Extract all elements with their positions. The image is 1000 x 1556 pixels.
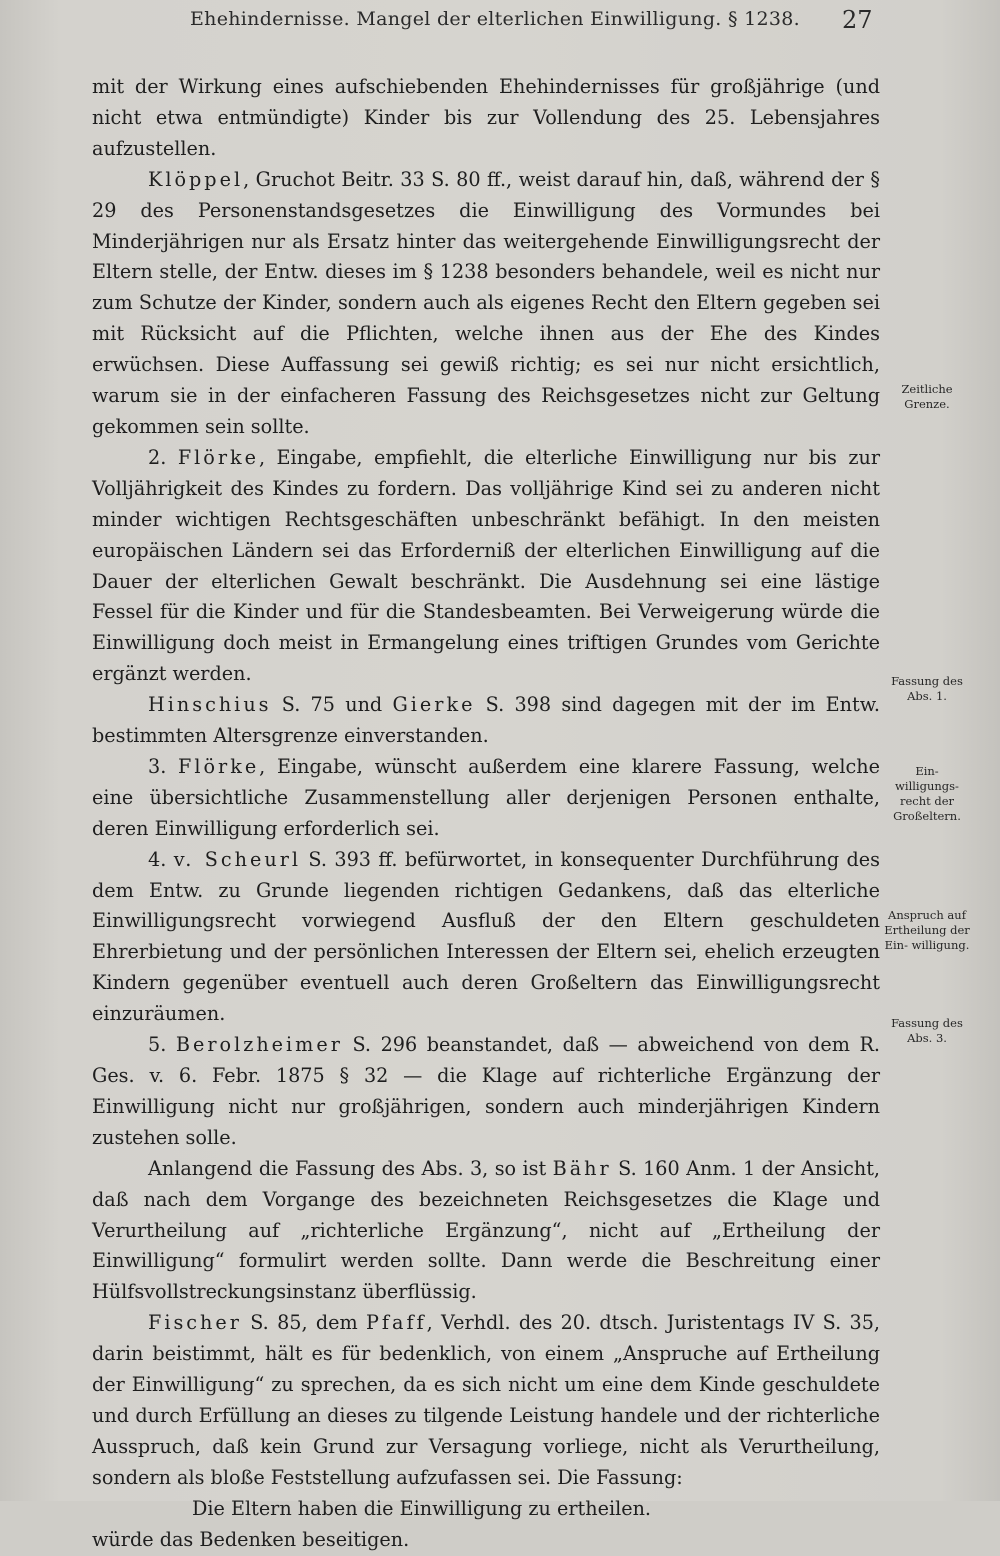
paragraph-baehr xyxy=(92,1154,880,1309)
paragraph-text: , Verhdl. des 20. dtsch. Juristentags IV S. 35, darin beistimmt, hält es für bedenklich, von einem „Anspruche auf Ertheilung der Einwilligung“ zu sprechen, da es sich nicht um eine dem Kinde geschuldete und durch Erfüllung an dieses zu tilgende Leistung handele und der richterliche Ausspruch, daß kein Grund zur Versagung vorliege, nicht als Verurtheilung, sondern als bloße Feststellung aufzufassen sei. Die Fassung: xyxy=(92,1311,880,1489)
paragraph-kloeppel xyxy=(92,165,880,443)
paragraph-text: S. 398 sind dagegen mit der im Entw. bestimmten Altersgrenze einverstanden. xyxy=(92,693,880,748)
author-name: Gierke xyxy=(392,693,476,717)
paragraph-text: S. 85, dem xyxy=(241,1311,366,1335)
author-name: Klöppel xyxy=(148,167,244,191)
paragraph-text: Anlangend die Fassung des Abs. 3, so ist xyxy=(148,1156,553,1180)
quoted-wording: Die Eltern haben die Einwilligung zu ertheilen. xyxy=(192,1496,652,1520)
margin-note-fassung-abs-1: Fassung des Abs. 1. xyxy=(891,674,963,703)
margin-note-zeitliche-grenze: Zeitliche Grenze. xyxy=(901,382,953,411)
author-name: v. Scheurl xyxy=(173,847,302,871)
paragraph-fischer xyxy=(92,1308,880,1493)
paragraph-hinschius xyxy=(92,690,880,752)
paragraph-final: würde das Bedenken beseitigen. xyxy=(92,1527,410,1551)
running-title: Ehehindernisse. Mangel der elterlichen Einwilligung. § 1238. xyxy=(190,8,800,30)
paragraph-text: S. 160 Anm. 1 der Ansicht, daß nach dem Vorgange des bezeichneten Reichsgesetzes die Klage und Verurtheilung auf „richterliche Ergänzung“, nicht auf „Ertheilung der Einwilligung“ formulirt werden sollte. Dann werde die Beschreitung einer Hülfsvollstreckungsinstanz überflüssig. xyxy=(92,1156,880,1304)
page-number: 27 xyxy=(842,6,873,34)
author-name: Pfaff xyxy=(366,1311,427,1335)
author-name: Berolzheimer xyxy=(175,1033,343,1057)
author-name: Flörke xyxy=(177,445,259,469)
author-name: Hinschius xyxy=(148,693,272,717)
author-name: Bähr xyxy=(552,1156,612,1180)
paragraph-item-3 xyxy=(92,752,880,845)
margin-note-grosseltern: Ein- willigungs- recht der Großeltern. xyxy=(893,764,961,823)
item-number: 4. xyxy=(148,847,167,871)
author-name: Flörke xyxy=(178,754,260,778)
margin-note-fassung-abs-3: Fassung des Abs. 3. xyxy=(891,1016,963,1045)
paragraph-text: S. 393 ff. befürwortet, in konsequenter Durchführung des dem Entw. zu Grunde liegenden richtigen Gedankens, daß das elterliche Einwilligungsrecht vorwiegend Ausfluß der den Eltern geschuldeten Ehrerbietung und der persönlichen Interessen der Eltern sei, ehelich erzeugten Kindern gegenüber eventuell auch deren Großeltern das Einwilligungsrecht einzuräumen. xyxy=(92,847,880,1026)
paragraph-item-4 xyxy=(92,845,880,1030)
paragraph-item-5 xyxy=(92,1030,880,1154)
item-number: 3. xyxy=(148,754,167,778)
paragraph-text: S. 296 beanstandet, daß — abweichend von dem R. Ges. v. 6. Febr. 1875 § 32 — die Klage auf richterliche Ergänzung der Einwilligung nicht nur großjährigen, sondern auch minderjährigen Kindern zustehen solle. xyxy=(92,1033,880,1149)
item-number: 2. xyxy=(148,445,167,469)
paragraph-text: , Eingabe, empfiehlt, die elterliche Einwilligung nur bis zur Volljährigkeit des Kindes zu fordern. Das volljährige Kind sei zu anderen nicht minder wichtigen Rechtsgeschäften unbeschränkt befähigt. In den meisten europäischen Ländern sei das Erforderniß der elterlichen Einwilligung auf die Dauer der elterlichen Gewalt beschränkt. Die Ausdehnung sei eine lästige Fessel für die Kinder und für die Standesbeamten. Bei Verweigerung würde die Einwilligung doch meist in Ermangelung eines triftigen Grundes vom Gerichte ergänzt werden. xyxy=(92,445,881,686)
author-name: Fischer xyxy=(148,1311,242,1335)
paragraph-text: , Gruchot Beitr. 33 S. 80 ff., weist darauf hin, daß, während der § 29 des Personenstandsgesetzes die Einwilligung des Vormundes bei Minderjährigen nur als Ersatz hinter das weitergehende Einwilligungsrecht der Eltern stelle, der Entw. dieses im § 1238 besonders behandele, weil es nicht nur zum Schutze der Kinder, sondern auch als eigenes Recht den Eltern gegeben sei mit Rücksicht auf die Pflichten, welche ihnen aus der Ehe des Kindes erwüchsen. Diese Auffassung sei gewiß richtig; es sei nur nicht ersichtlich, warum sie in der einfacheren Fassung des Reichsgesetzes nicht zur Geltung gekommen sein sollte. xyxy=(92,167,880,438)
main-text xyxy=(92,72,880,1556)
paragraph-text: , Eingabe, wünscht außerdem eine klarere Fassung, welche eine übersichtliche Zusammenstellung aller derjenigen Personen enthalte, deren Einwilligung erforderlich sei. xyxy=(92,754,880,840)
item-number: 5. xyxy=(148,1033,167,1057)
paragraph-item-2 xyxy=(92,443,880,690)
paragraph-1: mit der Wirkung eines aufschiebenden Ehehindernisses für großjährige (und nicht etwa entmündigte) Kinder bis zur Vollendung des 25. Lebensjahres aufzustellen. xyxy=(92,75,880,160)
paragraph-text: S. 75 und xyxy=(271,693,393,717)
margin-note-anspruch: Anspruch auf Ertheilung der Ein- willigung. xyxy=(884,908,970,952)
